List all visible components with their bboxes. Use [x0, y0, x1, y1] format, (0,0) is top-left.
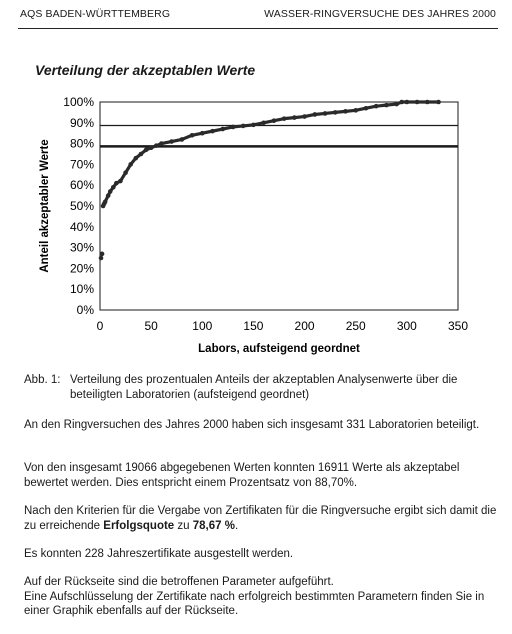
data-point: [374, 104, 379, 109]
data-point: [436, 100, 441, 105]
caption-text: Verteilung des prozentualen Anteils der akzeptablen Analysenwerte über die beteiligten Laboratorien (aufsteigend geordnet): [70, 374, 458, 401]
data-point: [144, 148, 149, 153]
data-point: [200, 131, 205, 136]
y-axis-ticks: [63, 95, 94, 317]
data-point: [415, 100, 420, 105]
data-point: [220, 127, 225, 132]
y-tick-label: 10%: [69, 282, 94, 297]
data-point: [159, 141, 164, 146]
data-point: [111, 185, 116, 190]
reference-lines: [100, 126, 458, 147]
reverse-side-line-2: Eine Aufschlüsselung der Zertifikate nach erfolgreich bestimmten Parametern finden Sie in einer Graphik ebenfalls auf der Rückseite.: [24, 590, 485, 617]
data-point: [118, 179, 123, 184]
section-title: Verteilung der akzeptablen Werte: [35, 62, 256, 78]
data-point: [343, 109, 348, 114]
data-point: [180, 137, 185, 142]
data-point: [149, 145, 154, 150]
paragraph-reverse-side: [24, 575, 500, 619]
data-point: [108, 189, 113, 194]
data-point: [282, 116, 287, 121]
data-point: [292, 115, 297, 120]
x-tick-label: 50: [144, 319, 158, 333]
data-point: [139, 152, 144, 157]
data-point: [210, 129, 215, 134]
figure-caption: [24, 373, 504, 402]
data-point: [394, 102, 399, 107]
data-point: [251, 123, 256, 128]
y-tick-label: 20%: [69, 261, 94, 276]
header-rule: [18, 28, 498, 29]
caption-label: Abb. 1:: [24, 374, 61, 386]
y-tick-label: 60%: [69, 178, 94, 193]
y-tick-label: 30%: [69, 240, 94, 255]
data-point: [99, 256, 104, 261]
data-point: [100, 252, 105, 257]
y-tick-label: 40%: [69, 219, 94, 234]
success-rate-value: 78,67 %: [192, 519, 235, 532]
data-point: [384, 103, 389, 108]
data-point: [425, 100, 430, 105]
x-tick-label: 250: [345, 319, 366, 333]
y-tick-label: 50%: [69, 199, 94, 213]
data-point: [353, 108, 358, 113]
x-axis-ticks: [97, 319, 469, 333]
x-tick-label: 350: [447, 319, 469, 333]
data-point: [405, 100, 410, 105]
y-tick-label: 100%: [63, 95, 94, 109]
header-right: WASSER-RINGVERSUCHE DES JAHRES 2000: [264, 8, 496, 20]
paragraph-success-rate: [24, 504, 500, 533]
y-tick-label: 80%: [69, 136, 94, 151]
distribution-chart: [30, 86, 480, 366]
data-point: [190, 133, 195, 138]
success-rate-term: Erfolgsquote: [103, 519, 175, 532]
data-point: [154, 143, 159, 148]
header-left: AQS BADEN-WÜRTTEMBERG: [20, 8, 171, 20]
y-axis-label: Anteil akzeptabler Werte: [39, 139, 51, 273]
x-axis-label: Labors, aufsteigend geordnet: [198, 343, 360, 355]
paragraph-values: Von den insgesamt 19066 abgegebenen Werten konnten 16911 Werte als akzeptabel bewertet werden. Dies entspricht einem Prozentsatz von 88,70%.: [24, 462, 460, 489]
y-tick-label: 90%: [69, 115, 94, 130]
reverse-side-line-1: Auf der Rückseite sind die betroffenen Parameter aufgeführt.: [24, 576, 334, 588]
x-tick-label: 100: [192, 319, 213, 333]
success-rate-intro: Nach den Kriterien für die Vergabe von Zertifikaten für die Ringversuche ergibt sich damit die zu erreichende: [24, 505, 497, 532]
data-curve: [103, 102, 438, 206]
plot-area: [100, 102, 458, 310]
data-point: [333, 110, 338, 115]
paragraph-participants: An den Ringversuchen des Jahres 2000 haben sich insgesamt 331 Laboratorien beteiligt.: [24, 419, 480, 431]
data-point: [399, 100, 404, 105]
data-point: [272, 118, 277, 123]
data-point: [261, 121, 266, 126]
data-point: [364, 106, 369, 111]
data-point: [313, 112, 318, 117]
data-points: [99, 100, 441, 261]
data-point: [302, 114, 307, 119]
data-point: [169, 139, 174, 144]
data-point: [106, 193, 111, 198]
data-point: [134, 156, 139, 161]
x-tick-label: 200: [294, 319, 315, 333]
data-point: [241, 124, 246, 129]
x-tick-label: 150: [243, 319, 264, 333]
x-tick-label: 300: [396, 319, 417, 333]
data-point: [103, 200, 108, 205]
data-point: [123, 170, 128, 175]
y-tick-label: 0%: [76, 303, 94, 317]
data-point: [231, 125, 236, 130]
success-rate-joiner: zu: [174, 519, 193, 532]
paragraph-certificates: Es konnten 228 Jahreszertifikate ausgestellt werden.: [24, 548, 294, 560]
success-rate-end: .: [234, 519, 239, 532]
y-tick-label: 70%: [69, 157, 94, 172]
data-point: [323, 111, 328, 116]
data-point: [128, 162, 133, 167]
x-tick-label: 0: [96, 319, 104, 333]
data-point: [114, 181, 119, 186]
